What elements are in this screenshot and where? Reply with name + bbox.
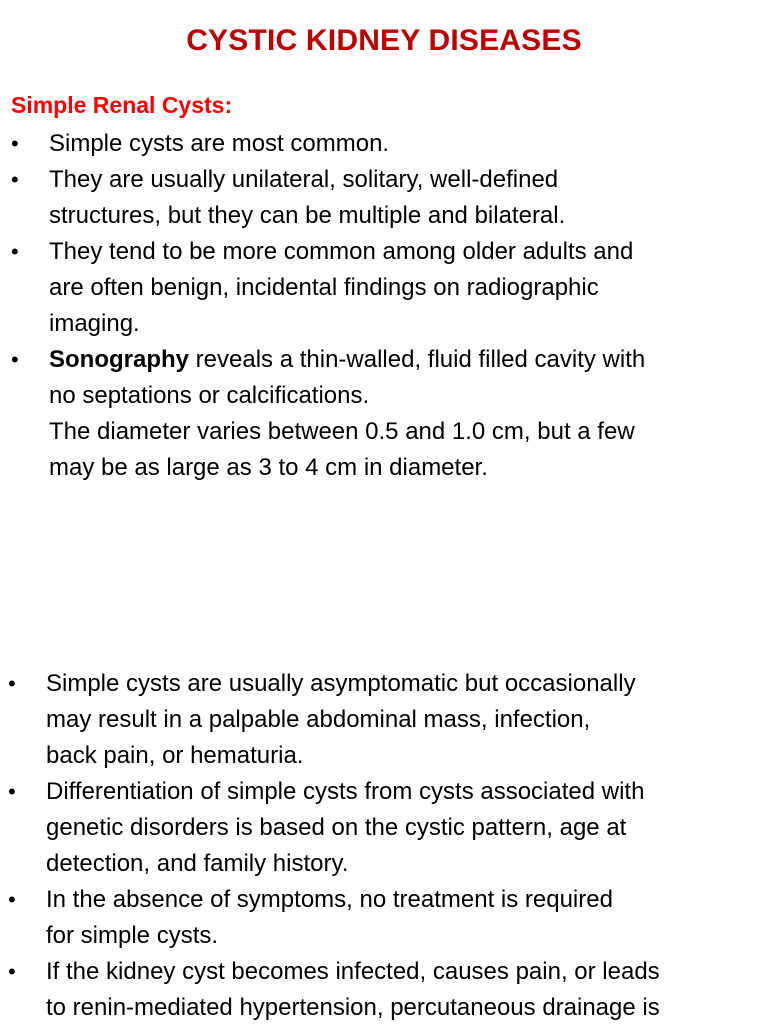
list-item [0, 882, 768, 954]
list-item [0, 774, 768, 882]
list-item-text: In the absence of symptoms, no treatment is required [46, 886, 613, 913]
list-item-text: may result in a palpable abdominal mass, infection, [46, 706, 591, 733]
bullet-icon: • [8, 671, 16, 696]
list-item-text: They tend to be more common among older adults and [49, 238, 634, 265]
list-item-text: Simple cysts are most common. [49, 130, 390, 157]
bullet-icon: • [8, 887, 16, 912]
bullet-list-clinical-notes [0, 666, 768, 1024]
bullet-list-simple-cysts [0, 126, 768, 486]
list-item-text: back pain, or hematuria. [46, 742, 304, 769]
list-item-text: If the kidney cyst becomes infected, causes pain, or leads [46, 958, 660, 985]
list-item-text: They are usually unilateral, solitary, well-defined [49, 166, 559, 193]
list-item-text: structures, but they can be multiple and bilateral. [49, 202, 566, 229]
list-item [0, 162, 768, 234]
list-item [0, 126, 768, 162]
list-item-text: genetic disorders is based on the cystic pattern, age at [46, 814, 627, 841]
list-item [0, 342, 768, 486]
bullet-icon: • [11, 167, 19, 192]
list-item-text [49, 342, 768, 378]
list-item-text: may be as large as 3 to 4 cm in diameter. [49, 454, 488, 481]
bullet-icon: • [8, 959, 16, 984]
list-item-text: are often benign, incidental findings on radiographic [49, 274, 599, 301]
section-heading: Simple Renal Cysts: [11, 92, 233, 118]
list-item-text: detection, and family history. [46, 850, 349, 877]
list-item-text: no septations or calcifications. [49, 382, 370, 409]
page-title: CYSTIC KIDNEY DISEASES [186, 24, 582, 57]
list-item [0, 234, 768, 342]
list-item-text: for simple cysts. [46, 922, 219, 949]
bullet-icon: • [11, 347, 19, 372]
list-item [0, 666, 768, 774]
list-item-text: Differentiation of simple cysts from cysts associated with [46, 778, 645, 805]
list-item-text: The diameter varies between 0.5 and 1.0 cm, but a few [49, 418, 635, 445]
list-item-text: Simple cysts are usually asymptomatic but occasionally [46, 670, 636, 697]
list-item-text-rest: reveals a thin-walled, fluid filled cavity with [189, 346, 646, 373]
bullet-icon: • [11, 131, 19, 156]
list-item-text: imaging. [49, 310, 140, 337]
list-item-text: to renin-mediated hypertension, percutaneous drainage is [46, 994, 660, 1021]
bullet-icon: • [11, 239, 19, 264]
sonography-term: Sonography [49, 346, 190, 373]
bullet-icon: • [8, 779, 16, 804]
list-item [0, 954, 768, 1024]
